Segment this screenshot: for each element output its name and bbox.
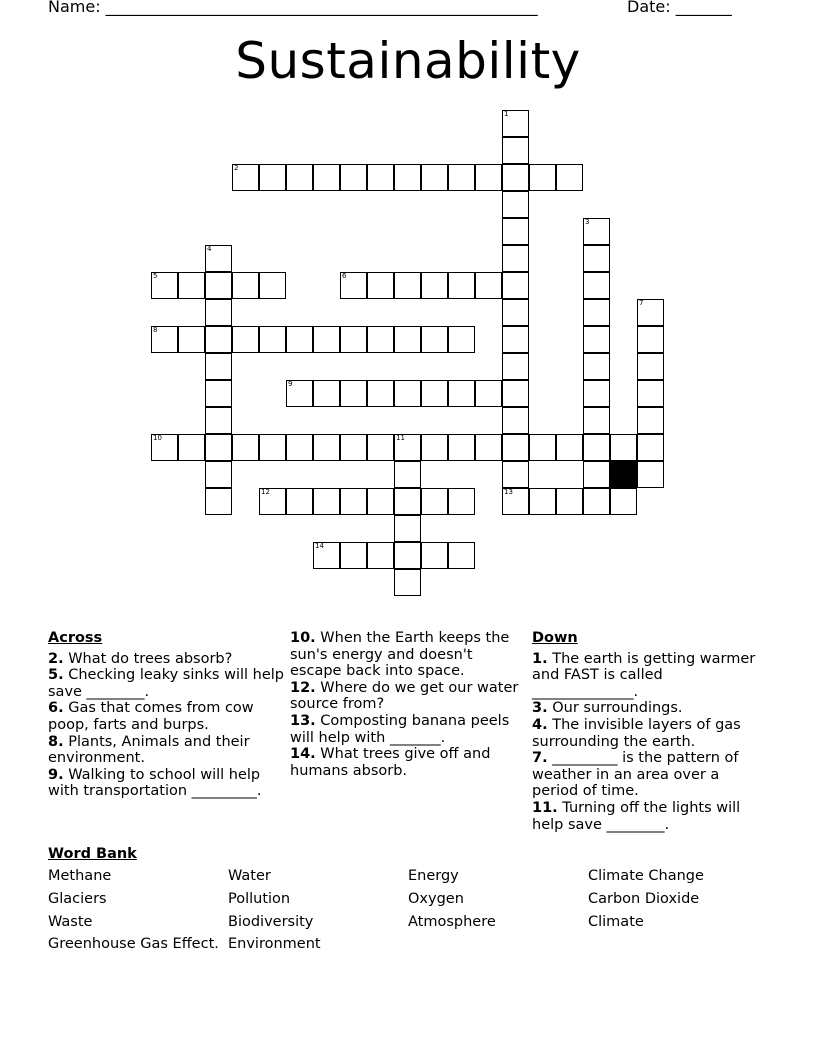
crossword-cell[interactable] xyxy=(367,272,394,299)
crossword-cell[interactable] xyxy=(232,272,259,299)
crossword-cell[interactable] xyxy=(502,245,529,272)
crossword-cell[interactable] xyxy=(583,488,610,515)
word-bank-item: Waste xyxy=(48,914,93,930)
crossword-cell[interactable] xyxy=(421,164,448,191)
crossword-cell[interactable] xyxy=(367,380,394,407)
clue-number: 11 xyxy=(396,434,405,442)
across-clue-8: 8. Plants, Animals and their environment. xyxy=(48,733,250,767)
crossword-cell[interactable] xyxy=(421,542,448,569)
crossword-cell[interactable] xyxy=(610,488,637,515)
crossword-cell[interactable] xyxy=(340,326,367,353)
clue-number: 2 xyxy=(234,164,239,172)
crossword-cell[interactable] xyxy=(394,326,421,353)
crossword-cell[interactable] xyxy=(286,164,313,191)
word-bank-item: Water xyxy=(228,868,271,884)
word-bank-item: Biodiversity xyxy=(228,914,314,930)
crossword-cell[interactable] xyxy=(583,299,610,326)
crossword-cell[interactable] xyxy=(502,488,529,515)
crossword-cell[interactable] xyxy=(340,542,367,569)
crossword-cell[interactable] xyxy=(340,488,367,515)
across-clue-12: 12. Where do we get our water source from? xyxy=(290,679,519,713)
word-bank-item: Carbon Dioxide xyxy=(588,891,700,907)
down-clue-4: 4. The invisible layers of gas surrounding the earth. xyxy=(532,716,741,750)
crossword-cell[interactable] xyxy=(421,380,448,407)
crossword-cell[interactable] xyxy=(421,272,448,299)
across-clues-continued xyxy=(290,630,524,779)
down-clue-7: 7. _________ is the pattern of weather in an area over a period of time. xyxy=(532,750,739,800)
crossword-cell[interactable] xyxy=(367,434,394,461)
crossword-cell[interactable] xyxy=(340,272,367,299)
crossword-cell[interactable] xyxy=(205,380,232,407)
crossword-cell[interactable] xyxy=(340,434,367,461)
crossword-cell[interactable] xyxy=(259,434,286,461)
clue-number: 9 xyxy=(288,380,293,388)
crossword-cell[interactable] xyxy=(583,461,610,488)
down-clue-11: 11. Turning off the lights will help save ________. xyxy=(532,799,741,833)
crossword-cell[interactable] xyxy=(394,164,421,191)
crossword-cell[interactable] xyxy=(178,434,205,461)
across-clue-10: 10. When the Earth keeps the sun's energy and doesn't escape back into space. xyxy=(290,630,510,680)
crossword-cell[interactable] xyxy=(502,353,529,380)
crossword-cell[interactable] xyxy=(475,380,502,407)
crossword-cell[interactable] xyxy=(448,326,475,353)
crossword-cell[interactable] xyxy=(556,164,583,191)
word-bank-item: Energy xyxy=(408,868,459,884)
crossword-cell[interactable] xyxy=(151,326,178,353)
crossword-cell[interactable] xyxy=(583,407,610,434)
across-clue-14: 14. What trees give off and humans absorb. xyxy=(290,746,491,779)
crossword-cell[interactable] xyxy=(529,164,556,191)
down-clue-1: 1. The earth is getting warmer and FAST is called ______________. xyxy=(532,650,756,700)
clue-number: 7 xyxy=(639,299,644,307)
crossword-cell[interactable] xyxy=(394,434,421,461)
clue-number: 13 xyxy=(504,488,513,496)
clue-number: 8 xyxy=(153,326,158,334)
clue-number: 12 xyxy=(261,488,270,496)
crossword-cell[interactable] xyxy=(340,380,367,407)
crossword-cell[interactable] xyxy=(394,272,421,299)
crossword-cell[interactable] xyxy=(367,488,394,515)
crossword-cell[interactable] xyxy=(286,488,313,515)
crossword-cell[interactable] xyxy=(637,380,664,407)
crossword-cell[interactable] xyxy=(448,542,475,569)
across-clue-6: 6. Gas that comes from cow poop, farts and burps. xyxy=(48,700,254,733)
crossword-cell[interactable] xyxy=(259,488,286,515)
crossword-cell[interactable] xyxy=(502,110,529,137)
crossword-cell[interactable] xyxy=(556,434,583,461)
word-bank-item: Methane xyxy=(48,868,112,884)
crossword-cell[interactable] xyxy=(610,434,637,461)
crossword-cell[interactable] xyxy=(367,164,394,191)
crossword-cell[interactable] xyxy=(259,164,286,191)
crossword-cell[interactable] xyxy=(232,164,259,191)
crossword-cell[interactable] xyxy=(448,380,475,407)
crossword-cell[interactable] xyxy=(232,326,259,353)
crossword-cell[interactable] xyxy=(205,326,232,353)
crossword-cell[interactable] xyxy=(286,434,313,461)
crossword-cell[interactable] xyxy=(313,164,340,191)
word-bank-item: Climate Change xyxy=(588,868,704,884)
crossword-cell[interactable] xyxy=(502,137,529,164)
crossword-cell[interactable] xyxy=(502,191,529,218)
crossword-cell[interactable] xyxy=(151,272,178,299)
crossword-cell[interactable] xyxy=(313,380,340,407)
word-bank-item: Greenhouse Gas Effect. xyxy=(48,936,219,952)
crossword-cell[interactable] xyxy=(421,326,448,353)
crossword-cell[interactable] xyxy=(475,272,502,299)
clue-number: 4 xyxy=(207,245,212,253)
crossword-cell[interactable] xyxy=(502,461,529,488)
crossword-cell[interactable] xyxy=(637,407,664,434)
crossword-cell[interactable] xyxy=(205,461,232,488)
crossword-cell[interactable] xyxy=(205,353,232,380)
clue-number: 3 xyxy=(585,218,590,226)
across-clue-2: 2. What do trees absorb? xyxy=(48,650,233,667)
crossword-cell[interactable] xyxy=(205,407,232,434)
crossword-cell[interactable] xyxy=(583,434,610,461)
crossword-cell[interactable] xyxy=(448,488,475,515)
crossword-cell[interactable] xyxy=(205,272,232,299)
crossword-cell[interactable] xyxy=(232,434,259,461)
black-block-cell xyxy=(610,461,637,488)
down-clues xyxy=(532,630,756,833)
crossword-cell[interactable] xyxy=(205,245,232,272)
crossword-cell[interactable] xyxy=(394,380,421,407)
word-bank-item: Environment xyxy=(228,936,321,952)
crossword-cell[interactable] xyxy=(529,434,556,461)
clue-number: 14 xyxy=(315,542,324,550)
page-title: Sustainability xyxy=(235,32,581,90)
crossword-cell[interactable] xyxy=(583,380,610,407)
word-bank-item: Pollution xyxy=(228,891,291,907)
crossword-cell[interactable] xyxy=(583,272,610,299)
crossword-cell[interactable] xyxy=(313,488,340,515)
crossword-cell[interactable] xyxy=(637,299,664,326)
crossword-cell[interactable] xyxy=(637,353,664,380)
crossword-cell[interactable] xyxy=(286,326,313,353)
crossword-cell[interactable] xyxy=(394,488,421,515)
crossword-cell[interactable] xyxy=(637,434,664,461)
crossword-cell[interactable] xyxy=(313,434,340,461)
crossword-cell[interactable] xyxy=(529,488,556,515)
crossword-cell[interactable] xyxy=(151,434,178,461)
crossword-cell[interactable] xyxy=(340,164,367,191)
across-clue-9: 9. Walking to school will help with transportation _________. xyxy=(48,766,262,800)
crossword-cell[interactable] xyxy=(583,245,610,272)
crossword-cell[interactable] xyxy=(394,542,421,569)
crossword-cell[interactable] xyxy=(394,569,421,596)
word-bank-item: Glaciers xyxy=(48,891,107,907)
crossword-cell[interactable] xyxy=(583,326,610,353)
down-heading: Down xyxy=(532,630,578,646)
crossword-cell[interactable] xyxy=(367,326,394,353)
crossword-cell[interactable] xyxy=(178,326,205,353)
crossword-cell[interactable] xyxy=(367,542,394,569)
crossword-cell[interactable] xyxy=(502,164,529,191)
crossword-cell[interactable] xyxy=(421,488,448,515)
across-clue-5: 5. Checking leaky sinks will help save ________. xyxy=(48,667,284,700)
crossword-cell[interactable] xyxy=(502,407,529,434)
crossword-cell[interactable] xyxy=(313,542,340,569)
crossword-cell[interactable] xyxy=(205,299,232,326)
crossword-cell[interactable] xyxy=(259,326,286,353)
crossword-cell[interactable] xyxy=(205,488,232,515)
crossword-cell[interactable] xyxy=(313,326,340,353)
crossword-cell[interactable] xyxy=(637,461,664,488)
crossword-cell[interactable] xyxy=(286,380,313,407)
crossword-cell[interactable] xyxy=(448,434,475,461)
crossword-cell[interactable] xyxy=(637,326,664,353)
word-bank-item: Climate xyxy=(588,914,644,930)
crossword-cell[interactable] xyxy=(178,272,205,299)
crossword-cell[interactable] xyxy=(394,461,421,488)
crossword-cell[interactable] xyxy=(475,164,502,191)
crossword-cell[interactable] xyxy=(448,164,475,191)
word-bank-heading: Word Bank xyxy=(48,846,137,862)
across-heading: Across xyxy=(48,630,103,646)
crossword-cell[interactable] xyxy=(259,272,286,299)
crossword-cell[interactable] xyxy=(556,488,583,515)
crossword-cell[interactable] xyxy=(502,218,529,245)
crossword-cell[interactable] xyxy=(205,434,232,461)
clue-number: 5 xyxy=(153,272,158,280)
down-clue-3: 3. Our surroundings. xyxy=(532,700,683,717)
clue-number: 1 xyxy=(504,110,509,118)
crossword-cell[interactable] xyxy=(583,218,610,245)
crossword-cell[interactable] xyxy=(583,353,610,380)
word-bank-item: Atmosphere xyxy=(408,914,496,930)
across-clues xyxy=(48,630,284,800)
clue-number: 10 xyxy=(153,434,162,442)
date-line[interactable]: Date: _______ xyxy=(627,0,732,16)
crossword-cell[interactable] xyxy=(421,434,448,461)
crossword-cell[interactable] xyxy=(502,326,529,353)
across-clue-13: 13. Composting banana peels will help with _______. xyxy=(290,712,510,746)
crossword-cell[interactable] xyxy=(475,434,502,461)
clue-number: 6 xyxy=(342,272,347,280)
crossword-cell[interactable] xyxy=(502,299,529,326)
crossword-cell[interactable] xyxy=(394,515,421,542)
crossword-cell[interactable] xyxy=(502,272,529,299)
crossword-cell[interactable] xyxy=(448,272,475,299)
crossword-cell[interactable] xyxy=(502,380,529,407)
word-bank-item: Oxygen xyxy=(408,891,464,907)
crossword-cell[interactable] xyxy=(502,434,529,461)
name-line[interactable]: Name: ______________________________________________________ xyxy=(48,0,538,16)
